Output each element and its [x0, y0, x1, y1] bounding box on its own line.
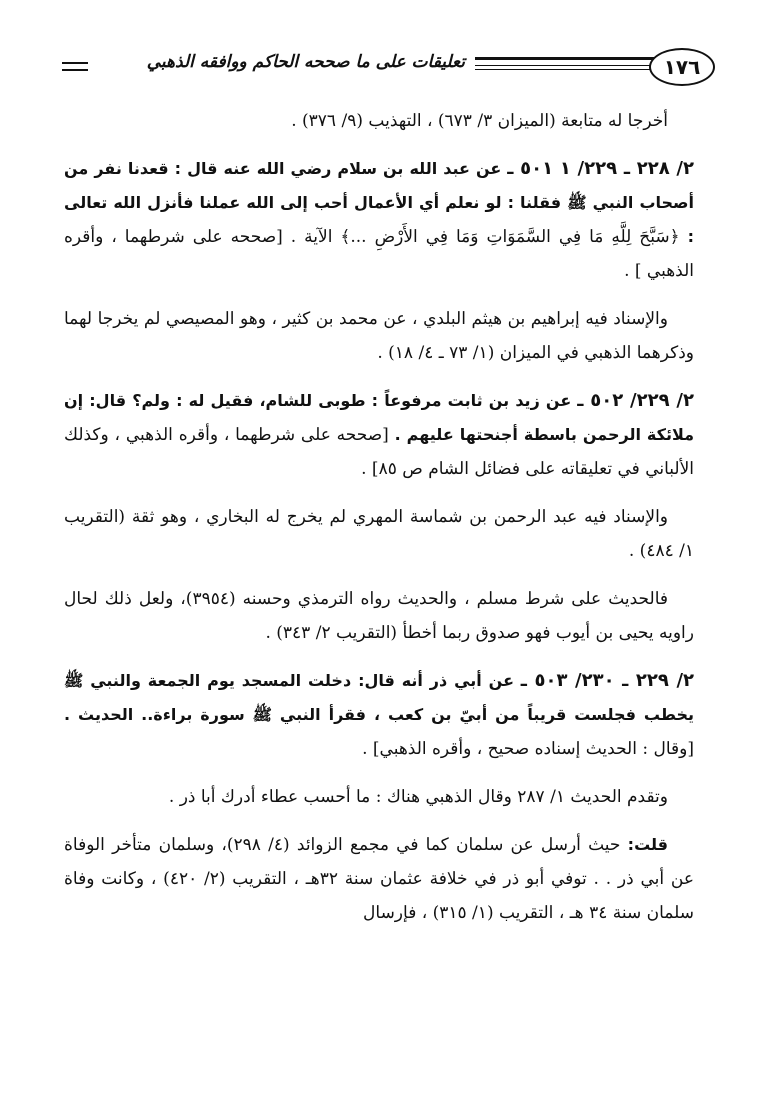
- paragraph-text: والإسناد فيه إبراهيم بن هيثم البلدي ، عن محمد بن كثير ، وهو المصيصي لم يخرجا لهما وذكرهما الذهبي في الميزان (١/ ٧٣ ـ ٤/ ١٨) .: [64, 309, 694, 363]
- hadith-entry-501: [64, 152, 694, 288]
- paragraph-text: ﴿سَبَّحَ لِلَّهِ مَا فِي السَّمَوَاتِ وَمَا فِي الأَرْضِ ...﴾ الآية . [صححه على شرطهما ، وأقره الذهبي ] .: [64, 227, 694, 281]
- paragraph-5: [64, 500, 694, 568]
- header-rule: [475, 57, 657, 66]
- paragraph-text: وتقدم الحديث ١/ ٢٨٧ وقال الذهبي هناك : ما أحسب عطاء أدرك أبا ذر .: [168, 787, 668, 807]
- running-title: تعليقات على ما صححه الحاكم ووافقه الذهبي: [146, 52, 465, 72]
- running-header: [60, 44, 715, 92]
- paragraph-text: حيث أرسل عن سلمان كما في مجمع الزوائد (٤/ ٢٩٨)، وسلمان متأخر الوفاة عن أبي ذر . . توفي أبو ذر في خلافة عثمان سنة ٣٢هـ ، التقريب (٢/ ٤٢٠) ، وكانت وفاة سلمان سنة ٣٤ هـ ، التقريب (١/ ٣١٥) ، فإرسال: [64, 835, 694, 923]
- hadith-entry-503: [64, 664, 694, 766]
- hadith-text: عن عبد الله بن سلام رضي الله عنه قال : قعدنا نفر من أصحاب النبي ﷺ فقلنا : لو نعلم أي الأعمال أحب إلى الله عملنا فأنزل الله تعالى :: [64, 159, 694, 246]
- note-label: قلت:: [627, 835, 669, 854]
- paragraph-text: والإسناد فيه عبد الرحمن بن شماسة المهري لم يخرج له البخاري ، وهو ثقة (التقريب ١/ ٤٨٤) .: [64, 507, 694, 561]
- hadith-entry-502: [64, 384, 694, 486]
- header-ornament: [62, 62, 88, 71]
- paragraph-text: [صححه على شرطهما ، وأقره الذهبي ، وكذلك الألباني في تعليقاته على فضائل الشام ص ٨٥] .: [64, 425, 694, 479]
- header-rule-thin: [475, 69, 657, 70]
- paragraph-text: فالحديث على شرط مسلم ، والحديث رواه الترمذي وحسنه (٣٩٥٤)، ولعل ذلك لحال راويه يحيى بن أيوب فهو صدوق ربما أخطأ (التقريب ٢/ ٣٤٣) .: [64, 589, 694, 643]
- hadith-text: عن زيد بن ثابت مرفوعاً : طوبى للشام، فقيل له : ولم؟ قال: إن ملائكة الرحمن باسطة أجنحتها عليهم .: [64, 391, 695, 444]
- paragraph-text: أخرجا له متابعة (الميزان ٣/ ٦٧٣) ، التهذيب (٩/ ٣٧٦) .: [291, 111, 668, 131]
- paragraph-6: [64, 582, 694, 650]
- paragraph-8: [64, 780, 694, 814]
- page-number: ١٧٦: [649, 48, 715, 86]
- paragraph-3: [64, 302, 694, 370]
- hadith-text: عن أبي ذر أنه قال: دخلت المسجد يوم الجمعة والنبي ﷺ يخطب فجلست قريباً من أبيّ بن كعب ، فقرأ النبي ﷺ سورة براءة.. الحديث .: [64, 671, 694, 724]
- hadith-number: ٢/ ٢٢٨ ـ ٢٢٩/ ١ ٥٠١ ـ: [507, 158, 694, 179]
- page-body: [64, 104, 694, 944]
- hadith-number: ٢/ ٢٢٩ ـ ٢٣٠/ ٥٠٣ ـ: [520, 670, 695, 691]
- paragraph-1: [64, 104, 694, 138]
- paragraph-9: [64, 828, 694, 930]
- paragraph-text: [وقال : الحديث إسناده صحيح ، وأقره الذهبي] .: [362, 739, 694, 759]
- hadith-number: ٢/ ٢٢٩/ ٥٠٢ ـ: [577, 390, 695, 411]
